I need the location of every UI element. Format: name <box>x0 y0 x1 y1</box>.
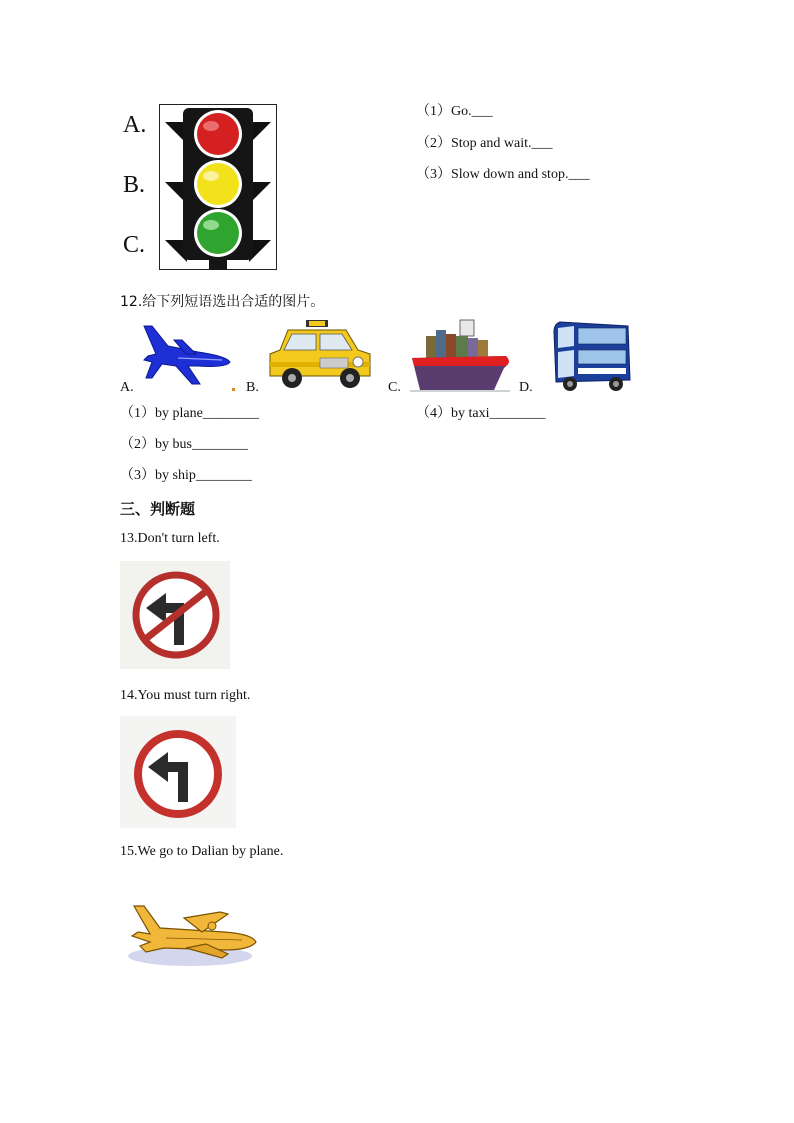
option-b-letter: B. <box>246 380 259 395</box>
orange-dot <box>232 388 235 391</box>
no-left-turn-sign-icon <box>120 561 230 669</box>
light-label-a: A. <box>123 112 147 138</box>
q11-item-2: （2）Stop and wait.___ <box>416 136 553 151</box>
q11-item-3: （3）Slow down and stop.___ <box>416 167 590 182</box>
q12-item-1: （1）by plane________ <box>120 406 259 421</box>
light-label-b: B. <box>123 172 146 198</box>
option-a-letter: A. <box>120 380 134 395</box>
q14-text: 14.You must turn right. <box>120 688 251 703</box>
q12-item-3: （3）by ship________ <box>120 468 252 483</box>
left-turn-sign-icon <box>120 716 236 828</box>
yellow-plane-icon <box>124 902 262 970</box>
option-d-letter: D. <box>519 380 533 395</box>
q12-item-4: （4）by taxi________ <box>416 406 546 421</box>
q11-item-1: （1）Go.___ <box>416 104 493 119</box>
section3-title: 三、判断题 <box>120 500 196 518</box>
traffic-light-icon <box>159 104 277 270</box>
q12-title: 12.给下列短语选出合适的图片。 <box>120 294 325 310</box>
traffic-light-figure <box>119 100 279 272</box>
option-c-letter: C. <box>388 380 401 395</box>
yellow-taxi-icon <box>266 318 374 392</box>
cargo-ship-icon <box>408 316 514 392</box>
double-decker-bus-icon <box>550 318 634 392</box>
q15-text: 15.We go to Dalian by plane. <box>120 844 284 859</box>
q12-item-2: （2）by bus________ <box>120 437 248 452</box>
blue-plane-icon <box>138 322 234 388</box>
q13-text: 13.Don't turn left. <box>120 531 220 546</box>
light-label-c: C. <box>123 232 146 258</box>
